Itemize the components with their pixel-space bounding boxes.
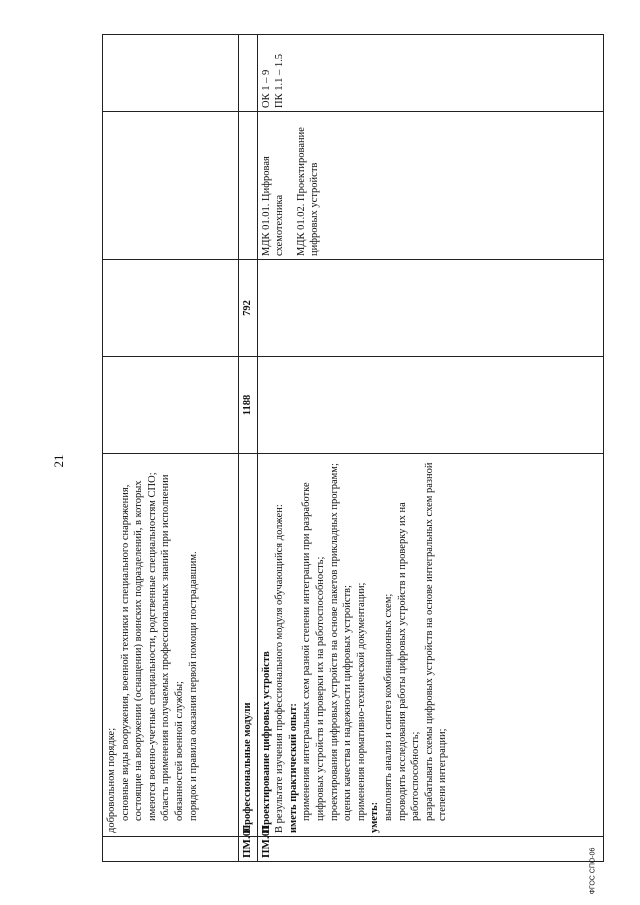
practice-item: проектирования цифровых устройств на основе пакетов прикладных программ; — [328, 463, 340, 821]
cell-empty — [257, 357, 603, 454]
pm01-title: Проектирование цифровых устройств — [260, 651, 272, 833]
mdk-item: МДК 01.01. Цифровая схемотехника — [260, 156, 286, 256]
page-number — [52, 446, 66, 476]
text-line: порядок и правила оказания первой помощи пострадавшим. — [187, 551, 199, 821]
cell-pm00-total-hours: 1188 — [239, 357, 258, 454]
skills-heading: уметь: — [369, 801, 381, 833]
skill-item: разрабатывать схемы цифровых устройств на основе интегральных схем разной степени интеграции; — [423, 462, 449, 821]
table-row-pm01 — [257, 35, 603, 862]
cell-empty — [239, 35, 258, 112]
cell-pm00-hours: 792 — [239, 260, 258, 357]
competency-item: ОК 1 – 9 — [260, 69, 272, 108]
text-line: основные виды вооружения, военной техники и специального снаряжения, состоящие на вооружении (оснащении) воинских подразделений, в которых имеются военно-учетные специальности, родственные специальностям СПО; — [119, 472, 158, 821]
pm01-intro: В результате изучения профессионального модуля обучающийся должен: — [274, 504, 286, 833]
cell-continuation-text — [103, 454, 239, 837]
practice-item: применения нормативно-технической документации; — [355, 582, 367, 821]
practice-item: применения интегральных схем разной степени интеграции при разработке цифровых устройств и проверки их на работоспособность; — [301, 482, 326, 821]
cell-code-empty — [103, 837, 239, 862]
practice-heading: иметь практический опыт: — [287, 703, 299, 833]
text-line: область применения получаемых профессиональных знаний при исполнении обязанностей военной службы; — [160, 474, 185, 821]
cell-empty — [103, 112, 239, 260]
mdk-item: МДК 01.02. Проектирование цифровых устройств — [295, 127, 321, 256]
cell-empty — [103, 35, 239, 112]
skill-item: выполнять анализ и синтез комбинационных схем; — [382, 593, 394, 821]
skill-item: проводить исследования работы цифровых устройств и проверку их на работоспособность; — [396, 502, 422, 821]
cell-pm01-code: ПМ.01 — [257, 837, 603, 862]
cell-empty — [239, 112, 258, 260]
practice-item: оценки качества и надежности цифровых устройств; — [342, 585, 354, 821]
curriculum-table — [102, 34, 604, 862]
cell-empty — [257, 260, 603, 357]
table-sheet — [102, 35, 604, 862]
footer-label — [588, 848, 598, 894]
footer-text: ФГОС СПО-06 — [589, 847, 597, 895]
table-row-continuation — [103, 35, 239, 862]
cell-pm00-code: ПМ.00 — [239, 837, 258, 862]
cell-empty — [103, 260, 239, 357]
table-row-pm00 — [239, 35, 258, 862]
cell-empty — [103, 357, 239, 454]
page-number-text: 21 — [51, 454, 66, 468]
competency-item: ПК 1.1 – 1.5 — [274, 54, 286, 108]
cell-pm01-mdk — [257, 112, 603, 260]
rotated-table-area — [102, 35, 604, 862]
cell-pm00-title: Профессиональные модули — [239, 454, 258, 837]
cell-pm01-content — [257, 454, 603, 837]
text-line: добровольном порядке; — [106, 727, 117, 833]
cell-pm01-competencies — [257, 35, 603, 112]
